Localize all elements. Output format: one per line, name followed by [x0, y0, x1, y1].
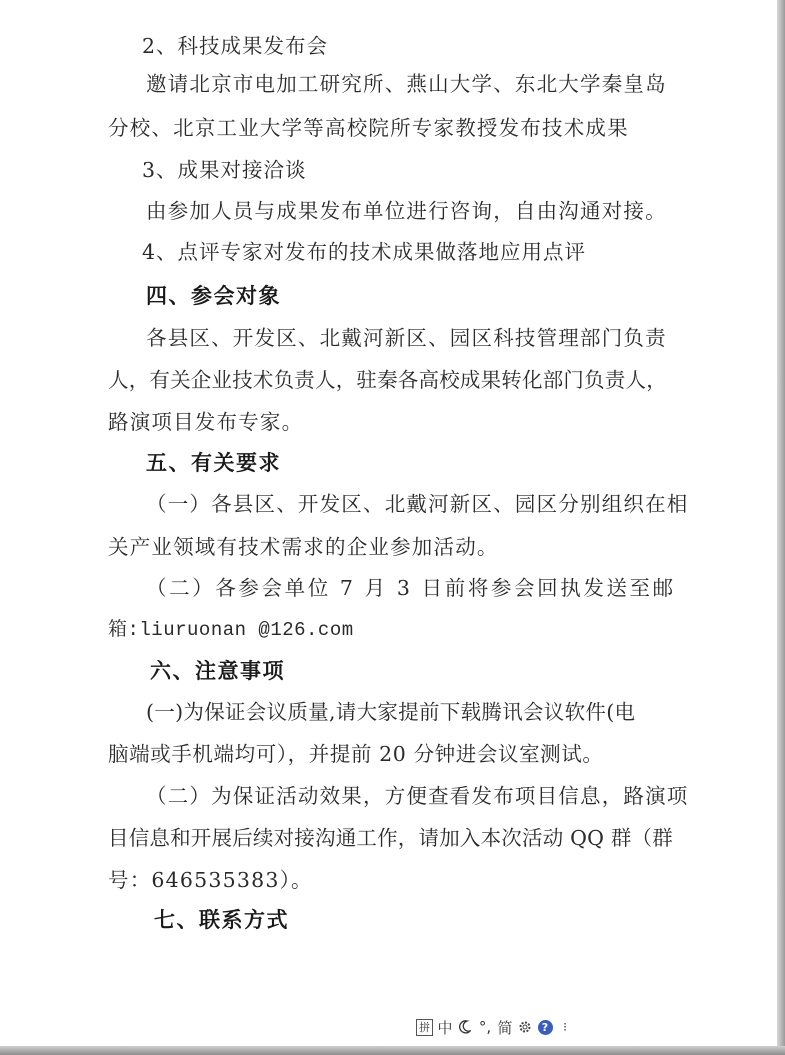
gear-icon[interactable] [517, 1017, 533, 1037]
section-item-3: 3、成果对接洽谈 [142, 158, 307, 182]
paragraph-line: 路演项目发布专家。 [108, 410, 304, 434]
section-heading-6: 六、注意事项 [150, 659, 285, 683]
moon-icon[interactable] [457, 1017, 473, 1037]
paragraph-line: 号：646535383）。 [108, 868, 313, 892]
help-button[interactable] [537, 1017, 553, 1037]
section-item-4: 4、点评专家对发布的技术成果做落地应用点评 [142, 240, 587, 264]
paragraph-line: (一)为保证会议质量,请大家提前下载腾讯会议软件(电 [146, 700, 636, 724]
email-line: 箱:liuruonan @126.com [108, 619, 354, 641]
section-heading-4: 四、参会对象 [146, 284, 281, 308]
section-heading-5: 五、有关要求 [146, 451, 281, 475]
paragraph-line: 邀请北京市电加工研究所、燕山大学、东北大学秦皇岛 [146, 72, 667, 96]
language-toggle-button[interactable]: 中 [437, 1018, 453, 1037]
paragraph-line: 分校、北京工业大学等高校院所专家教授发布技术成果 [108, 116, 629, 140]
paragraph-line: （二）各参会单位 7 月 3 日前将参会回执发送至邮 [146, 576, 676, 600]
paragraph-line: 由参加人员与成果发布单位进行咨询，自由沟通对接。 [146, 199, 667, 223]
paragraph-line: 各县区、开发区、北戴河新区、园区科技管理部门负责 [146, 326, 667, 350]
help-icon: ? [538, 1020, 553, 1035]
punctuation-toggle-button[interactable]: °, [478, 1018, 492, 1036]
script-toggle-button[interactable]: 简 [497, 1018, 513, 1037]
paragraph-line: （一）各县区、开发区、北戴河新区、园区分别组织在相 [146, 492, 689, 516]
paragraph-line: 目信息和开展后续对接沟通工作，请加入本次活动 QQ 群（群 [108, 826, 673, 850]
paragraph-line: 脑端或手机端均可），并提前 20 分钟进会议室测试。 [108, 742, 604, 766]
ime-toolbar [416, 1016, 573, 1038]
paragraph-line: 人，有关企业技术负责人，驻秦各高校成果转化部门负责人， [108, 368, 667, 392]
paragraph-line: （二）为保证活动效果，方便查看发布项目信息，路演项 [146, 784, 689, 808]
pinyin-label: 拼 [416, 1019, 433, 1036]
scan-edge-bottom [0, 1046, 785, 1055]
pinyin-icon[interactable] [416, 1017, 433, 1037]
section-heading-7: 七、联系方式 [154, 908, 289, 932]
section-item-2: 2、科技成果发布会 [142, 34, 329, 58]
paragraph-line: 关产业领域有技术需求的企业参加活动。 [108, 535, 499, 559]
more-options-button[interactable]: ⁝ [563, 1020, 567, 1034]
scan-edge-right [777, 0, 785, 1046]
